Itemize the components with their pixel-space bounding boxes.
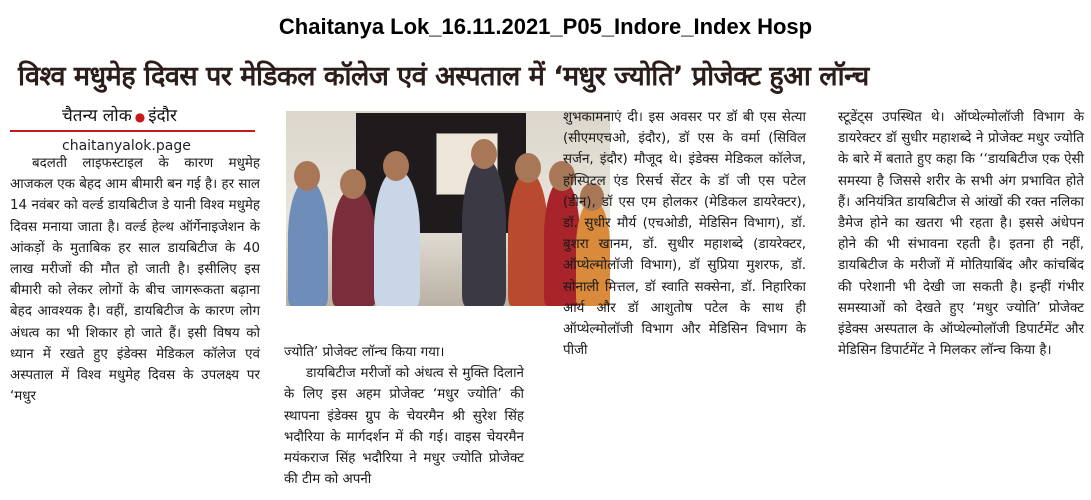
- masthead-dot-icon: ●: [134, 109, 146, 124]
- column-1-text: बदलती लाइफस्टाइल के कारण मधुमेह आजकल एक बेहद आम बीमारी बन गई है। हर साल 14 नवंबर को वर्ल्ड डायबिटीज डे यानी विश्व मधुमेह दिवस मनाया जाता है। वर्ल्ड हेल्थ ऑर्गेनाइजेशन के आंकड़ों के मुताबिक हर साल डायबिटीज के 40 लाख मरीजों की मौत हो जाती है। इसीलिए इस बीमारी को लेकर लोगों के बीच जागरूकता बढ़ाना बेहद आवश्यक है। वहीं, डायबिटीज के कारण लोग अंधत्व का भी शिकार हो जाते हैं। इसी विषय को ध्यान में रखते हुए इंडेक्स मेडिकल कॉलेज एवं अस्पताल में विश्व मधुमेह दिवस के उपलक्ष्य पर ‘मधुर: [10, 156, 260, 405]
- event-photo: [286, 111, 610, 306]
- article-column-2: [284, 342, 524, 490]
- photo-person-head: [515, 153, 541, 183]
- newspaper-masthead: [10, 103, 255, 154]
- photo-person: [288, 181, 328, 306]
- photo-person-head: [294, 161, 320, 191]
- masthead-url: chaitanyalok.page: [62, 138, 191, 154]
- article-column-4: [838, 107, 1084, 361]
- photo-person: [332, 189, 376, 306]
- article-headline: विश्व मधुमेह दिवस पर मेडिकल कॉलेज एवं अस्पताल में ‘मधुर ज्योति’ प्रोजेक्ट हुआ लॉन्च: [18, 61, 869, 92]
- article-column-3: [563, 107, 806, 361]
- photo-person-head: [383, 151, 409, 181]
- photo-person-head: [340, 169, 366, 199]
- article-column-1: [10, 153, 260, 407]
- photo-person: [462, 159, 506, 306]
- photo-person: [374, 171, 420, 306]
- masthead-rule: [10, 130, 255, 132]
- photo-person: [508, 173, 548, 306]
- masthead-name: [10, 103, 255, 126]
- column-3-text: शुभकामनाएं दी। इस अवसर पर डॉ बी एस सेत्या (सीएमएचओ, इंदौर), डॉ एस के वर्मा (सिविल सर्जन, इंदौर) मौजूद थे। इंडेक्स मेडिकल कॉलेज, हॉस्पिटल एंड रिसर्च सेंटर के डॉ जी एस पटेल (डीन), डॉ एस एम होलकर (मेडिकल डायरेक्टर), डॉ. सुधीर मौर्य (एचओडी, मेडिसिन विभाग), डॉ. बुशरा खानम, डॉ. सुधीर महाशब्दे (डायरेक्टर, ऑप्थेल्मोलॉजी विभाग), डॉ सुप्रिया मुशरफ, डॉ. सोनाली मित्तल, डॉ स्वाति सक्सेना, डॉ. निहारिका आर्य और डॉ आशुतोष पटेल के साथ ही ऑप्थेल्मोलॉजी विभाग और मेडिसिन विभाग के पीजी: [563, 110, 806, 359]
- photo-person-head: [471, 139, 497, 169]
- column-2-text-1: ज्योति’ प्रोजेक्ट लॉन्च किया गया।: [284, 345, 445, 360]
- masthead-name-right: इंदौर: [148, 106, 177, 126]
- clipping-caption: Chaitanya Lok_16.11.2021_P05_Indore_Index Hosp: [278, 14, 813, 39]
- masthead-name-left: चैतन्य लोक: [62, 106, 132, 126]
- column-4-text: स्टूडेंट्स उपस्थित थे। ऑप्थेल्मोलॉजी विभाग के डायरेक्टर डॉ सुधीर महाशब्दे ने प्रोजेक्ट मधुर ज्योति के बारे में बताते हुए कहा कि ‘‘डायबिटीज एक ऐसी समस्या है जिससे शरीर के सभी अंग प्रभावित होते हैं। अनियंत्रित डायबिटीज से आंखों की रक्त नलिका डैमेज होने का खतरा भी रहता है। इससे अंधेपन होने की भी संभावना रहती है। इतना ही नहीं, डायबिटीज के मरीजों में मोतियाबिंद और कांचबिंद की परेशानी भी देखी जा सकती है। इन्हीं गंभीर समस्याओं को देखते हुए ‘मधुर ज्योति’ प्रोजेक्ट इंडेक्स अस्पताल के ऑप्थेल्मोलॉजी डिपार्टमेंट और मेडिसिन डिपार्टमेंट ने मिलकर लॉन्च किया है।: [838, 110, 1084, 359]
- column-2-text-2: डायबिटीज मरीजों को अंधत्व से मुक्ति दिलाने के लिए इस अहम प्रोजेक्ट ‘मधुर ज्योति’ की स्थापना इंडेक्स ग्रुप के चेयरमैन श्री सुरेश सिंह भदौरिया के मार्गदर्शन में की गई। वाइस चेयरमैन मयंकराज सिंह भदौरिया ने मधुर ज्योति प्रोजेक्ट की टीम को अपनी: [284, 366, 524, 488]
